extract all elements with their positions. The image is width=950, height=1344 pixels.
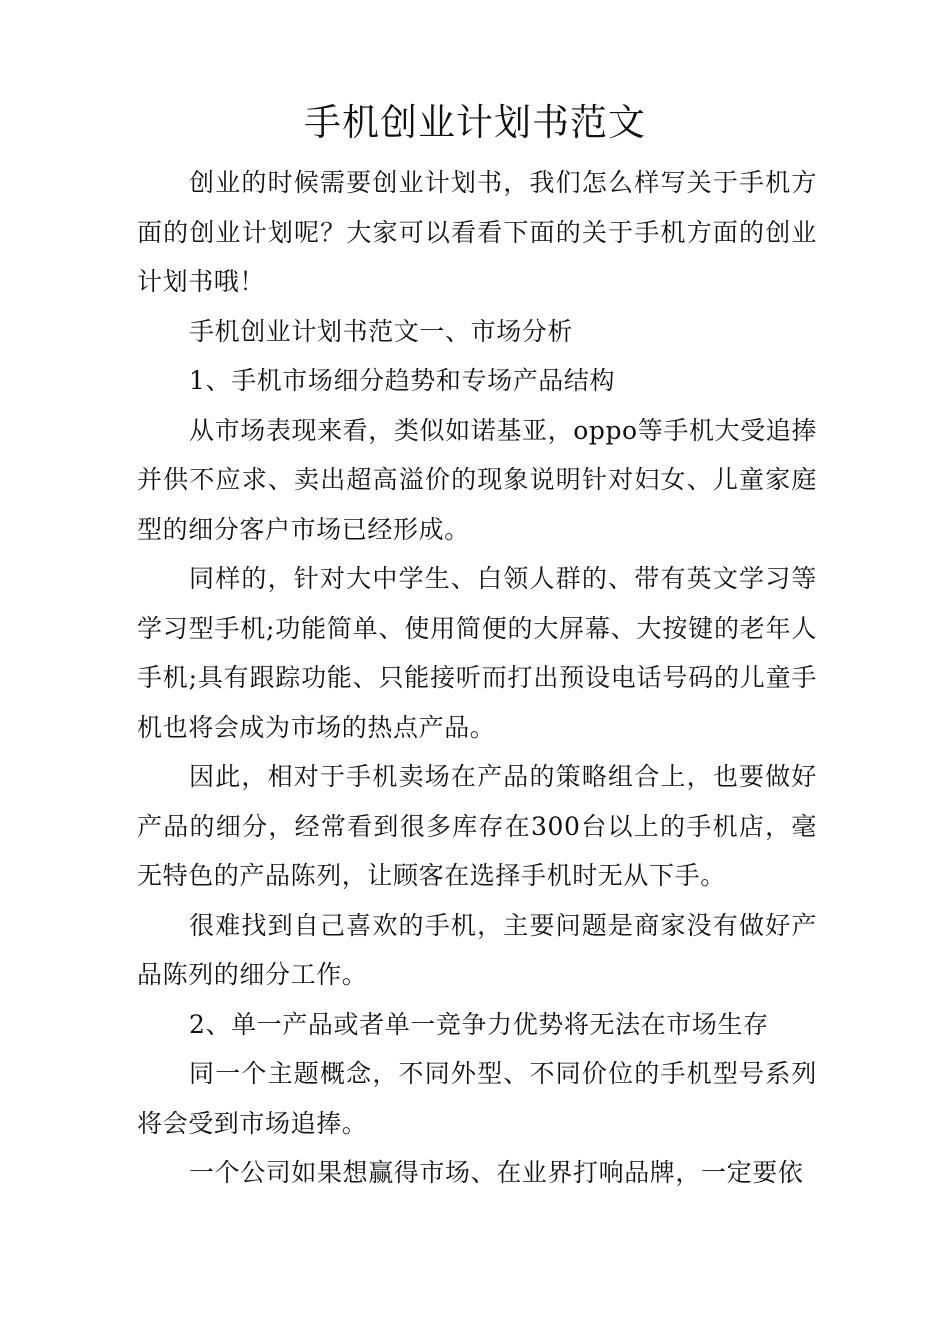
- document-title: 手机创业计划书范文: [304, 101, 646, 144]
- paragraph-theme-concept: 同一个主题概念，不同外型、不同价位的手机型号系列将会受到市场追捧。: [137, 1059, 817, 1138]
- section-heading-market-analysis: 手机创业计划书范文一、市场分析: [189, 316, 574, 346]
- paragraph-company-brand: 一个公司如果想赢得市场、在业界打响品牌，一定要依: [189, 1158, 804, 1187]
- paragraph-product-strategy: 因此，相对于手机卖场在产品的策略组合上，也要做好产品的细分，经常看到很多库存在300台以上的手机店，毫无特色的产品陈列，让顾客在选择手机时无从下手。: [137, 762, 817, 890]
- subheading-segmentation: 1、手机市场细分趋势和专场产品结构: [189, 366, 616, 395]
- subheading-single-product: 2、单一产品或者单一竞争力优势将无法在市场生存: [189, 1009, 769, 1039]
- paragraph-market-performance: 从市场表现来看，类似如诺基亚，oppo等手机大受追捧并供不应求、卖出超高溢价的现象说明针对妇女、儿童家庭型的细分客户市场已经形成。: [137, 415, 817, 544]
- paragraph-intro: 创业的时候需要创业计划书，我们怎么样写关于手机方面的创业计划呢？大家可以看看下面的关于手机方面的创业计划书哦！: [137, 168, 817, 296]
- paragraph-target-groups: 同样的，针对大中学生、白领人群的、带有英文学习等学习型手机;功能简单、使用简便的大屏幕、大按键的老年人手机;具有跟踪功能、只能接听而打出预设电话号码的儿童手机也将会成为市场的热点产品。: [137, 564, 817, 742]
- paragraph-display-problem: 很难找到自己喜欢的手机，主要问题是商家没有做好产品陈列的细分工作。: [137, 910, 817, 989]
- document-body: [137, 158, 817, 1198]
